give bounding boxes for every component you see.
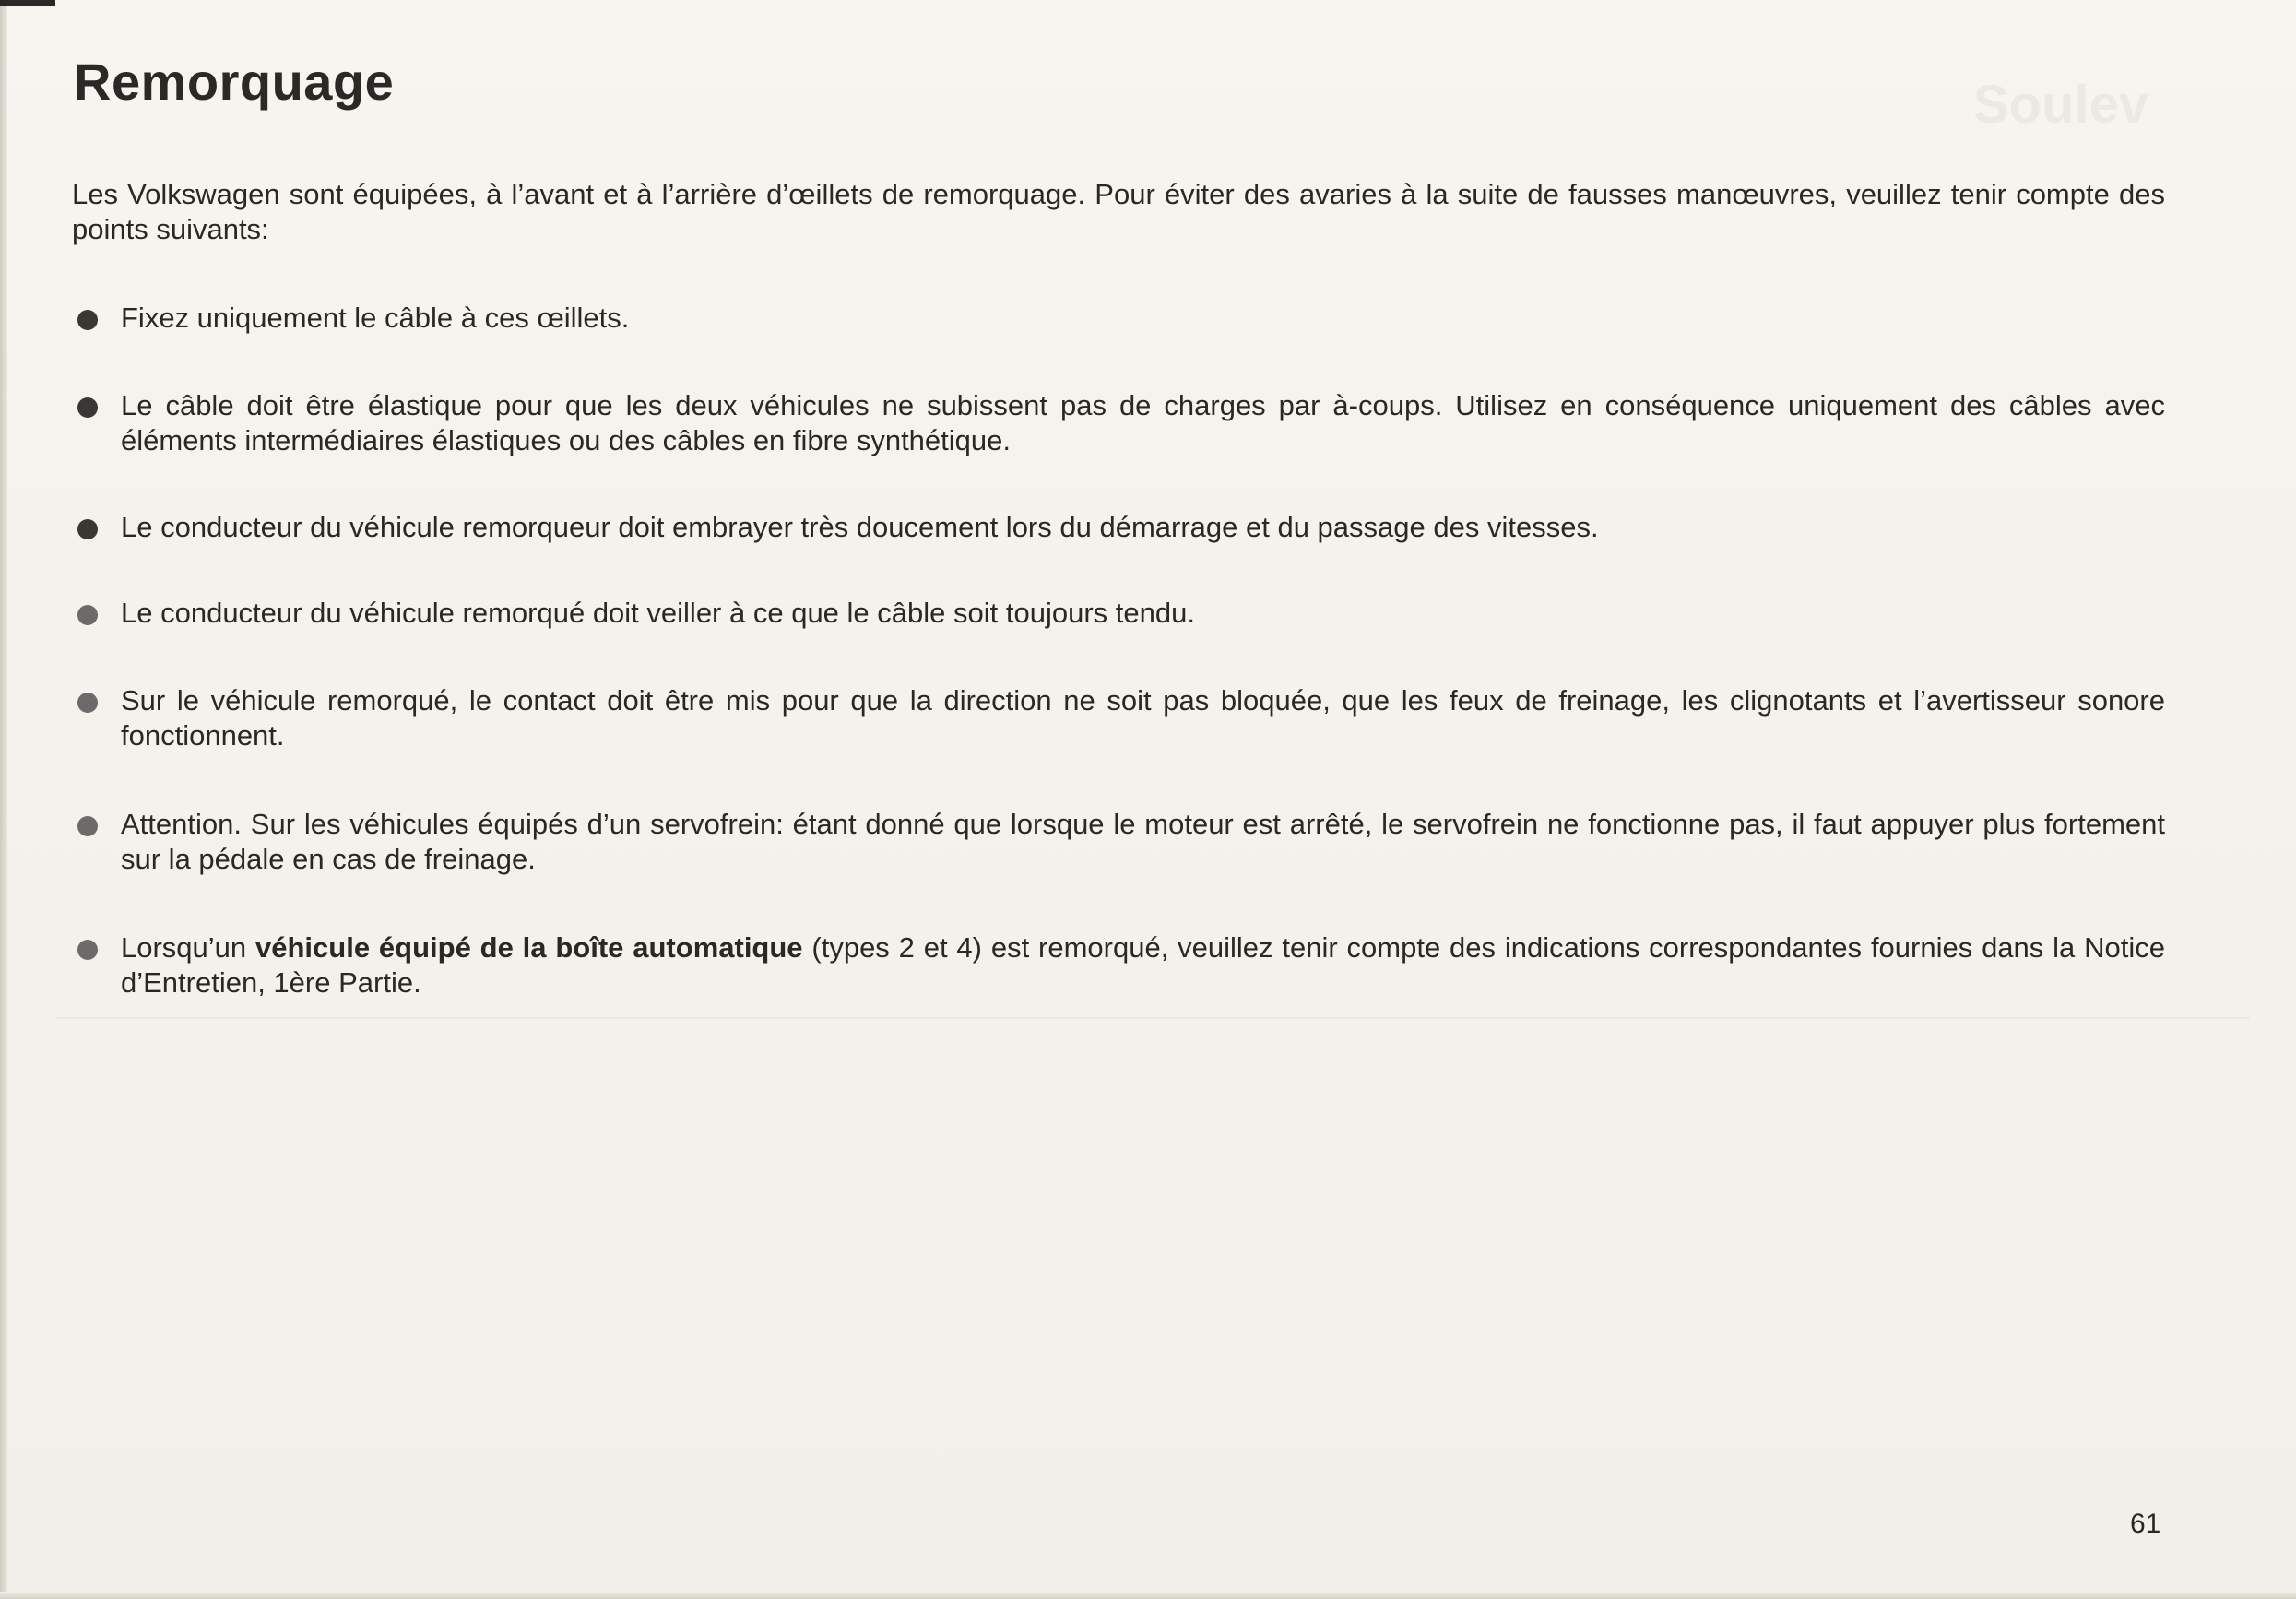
bullet-dot [77, 519, 98, 539]
bullet-dot [77, 940, 98, 960]
bullet-text-bold: véhicule équipé de la boîte automatique [255, 931, 803, 964]
page-number: 61 [2130, 1509, 2161, 1539]
bullet-text: Attention. Sur les véhicules équipés d’un servofrein: étant donné que lorsque le moteur est arrêté, le servofrein ne fonctionne pas, il faut appuyer plus fortement sur la pédale en cas de freinage. [121, 808, 2165, 875]
bullet-text: Le câble doit être élastique pour que les deux véhicules ne subissent pas de charges par à-coups. Utilisez en conséquence uniquement des câbles avec éléments intermédiaires élastiques ou des câbles en fibre synthétique. [121, 389, 2165, 456]
bullet-text [121, 930, 2165, 1001]
scan-corner-mark [0, 0, 55, 6]
bullet-text: Le conducteur du véhicule remorqueur doit embrayer très doucement lors du démarrage et du passage des vitesses. [121, 511, 1599, 543]
list-item [72, 807, 2165, 877]
page-edge-left [0, 0, 7, 1599]
faint-divider [55, 1017, 2250, 1019]
list-item [72, 388, 2165, 458]
list-item [72, 596, 2165, 631]
bleed-through-text: Soulev [1973, 75, 2149, 135]
bullet-dot [77, 693, 98, 713]
page-edge-bottom [0, 1592, 2296, 1599]
list-item [72, 510, 2165, 545]
list-item [72, 683, 2165, 753]
bullet-dot [77, 816, 98, 836]
bullet-dot [77, 310, 98, 330]
list-item [72, 301, 2165, 336]
bullet-dot [77, 397, 98, 418]
bullet-text: Fixez uniquement le câble à ces œillets. [121, 302, 630, 334]
bullet-text: Sur le véhicule remorqué, le contact doit être mis pour que la direction ne soit pas bloquée, que les feux de freinage, les clignotants et l’avertisseur sonore fonctionnent. [121, 684, 2165, 752]
bullet-text-tail: (types 2 et 4) est remorqué, veuillez tenir compte des indications correspondantes fournies dans la Notice d’Entretien, 1ère Partie. [121, 931, 2165, 999]
list-item [72, 930, 2165, 1001]
bullet-dot [77, 605, 98, 625]
intro-paragraph: Les Volkswagen sont équipées, à l’avant et à l’arrière d’œillets de remorquage. Pour éviter des avaries à la suite de fausses manœuvres, veuillez tenir compte des points suivants: [72, 178, 2165, 245]
bullet-text-lead: Lorsqu’un [121, 931, 255, 964]
page-title: Remorquage [74, 53, 395, 111]
bullet-text: Le conducteur du véhicule remorqué doit veiller à ce que le câble soit toujours tendu. [121, 597, 1195, 629]
